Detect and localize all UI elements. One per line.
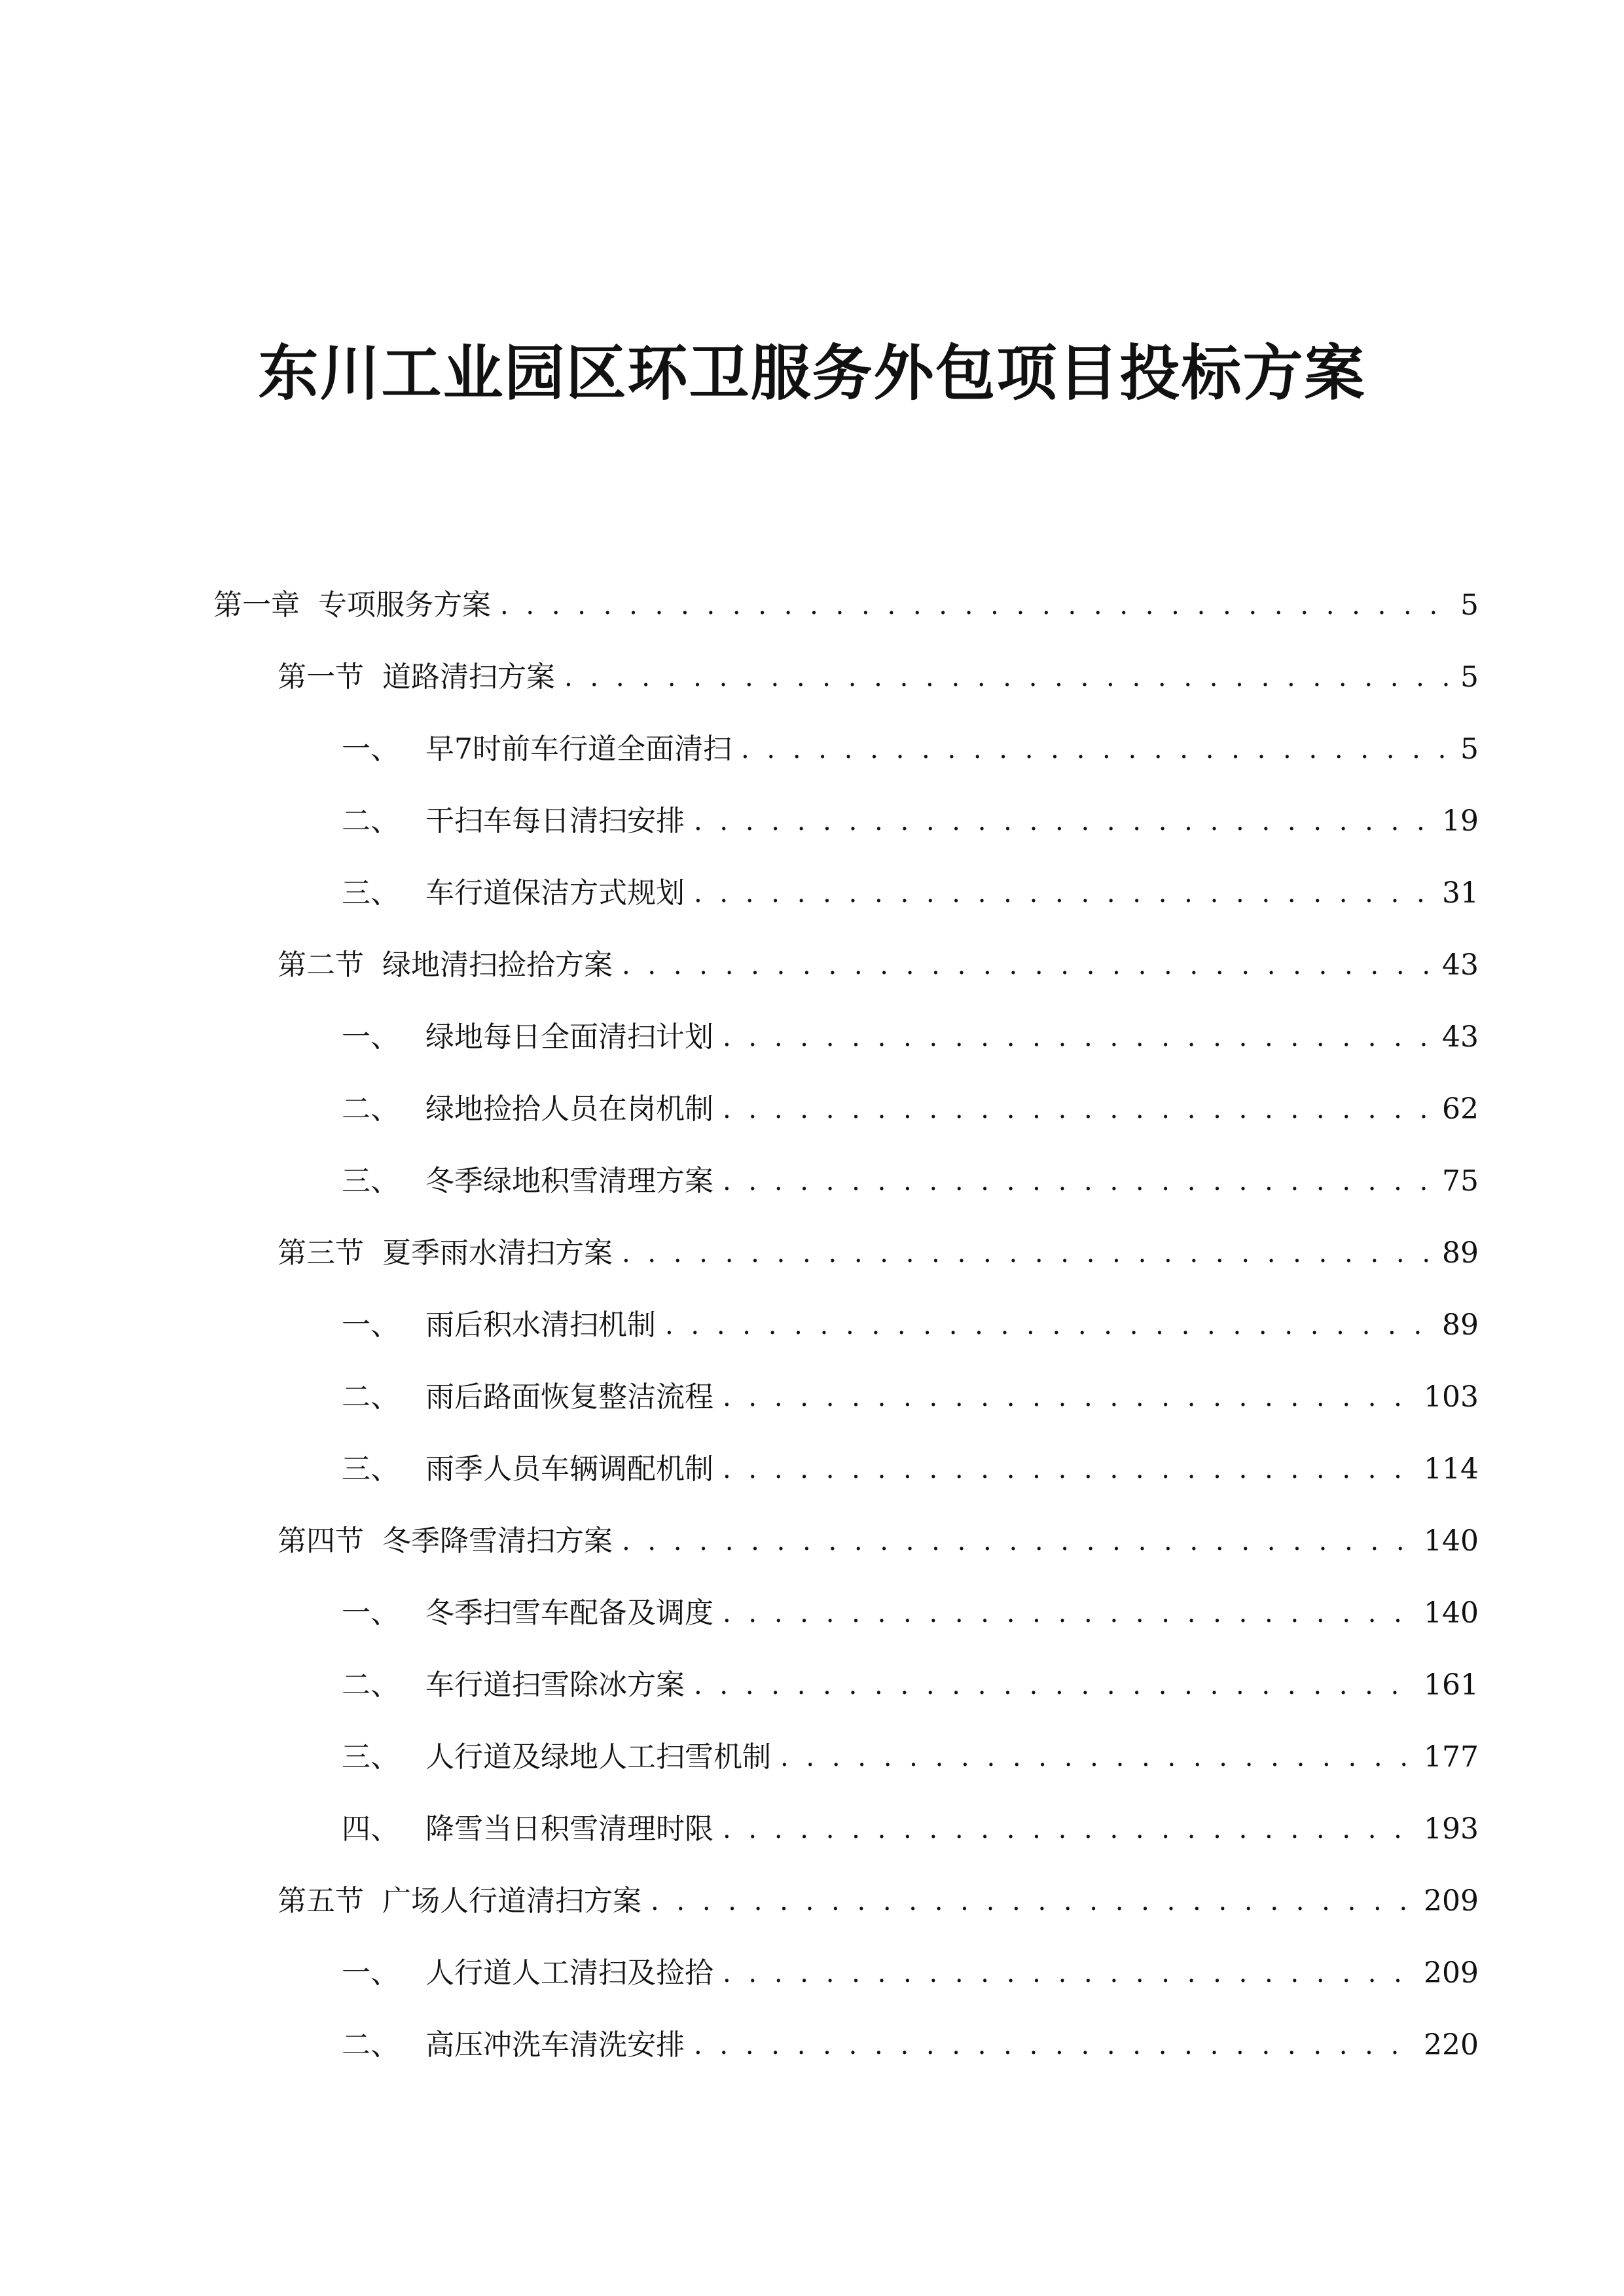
toc-entry-number: 四、 — [342, 1812, 399, 1846]
toc-entry-title: 专项服务方案 — [318, 588, 491, 622]
toc-entry[interactable] — [278, 1865, 1479, 1937]
toc-dot-leader — [723, 1090, 1433, 1129]
toc-page-number: 19 — [1442, 804, 1479, 838]
toc-entry-number: 三、 — [342, 1164, 399, 1198]
toc-entry-number: 二、 — [342, 1092, 399, 1126]
toc-entry-title: 绿地每日全面清扫计划 — [425, 1020, 713, 1054]
toc-entry[interactable] — [342, 1145, 1479, 1217]
toc-dot-leader — [780, 1738, 1415, 1777]
toc-entry-number: 第一节 — [278, 660, 364, 694]
toc-page-number: 62 — [1442, 1092, 1479, 1126]
toc-entry-number: 二、 — [342, 1668, 399, 1702]
toc-entry-number: 二、 — [342, 2028, 399, 2062]
toc-page-number: 209 — [1424, 1956, 1479, 1990]
toc-entry-title: 降雪当日积雪清理时限 — [425, 1812, 713, 1846]
toc-entry-number: 第二节 — [278, 948, 364, 982]
toc-page-number: 209 — [1424, 1884, 1479, 1918]
toc-dot-leader — [694, 802, 1433, 841]
toc-entry-title: 广场人行道清扫方案 — [382, 1884, 641, 1918]
toc-dot-leader — [622, 1234, 1433, 1273]
toc-entry-title: 人行道人工清扫及捡拾 — [425, 1956, 713, 1990]
toc-entry-number: 二、 — [342, 1380, 399, 1414]
toc-entry-number: 一、 — [342, 1956, 399, 1990]
toc-page-number: 43 — [1442, 948, 1479, 982]
toc-entry-title: 高压冲洗车清洗安排 — [425, 2028, 685, 2062]
toc-entry[interactable] — [342, 785, 1479, 857]
toc-page-number: 140 — [1424, 1596, 1479, 1630]
toc-entry[interactable] — [342, 2009, 1479, 2081]
toc-entry-title: 冬季绿地积雪清理方案 — [425, 1164, 713, 1198]
toc-entry-title: 干扫车每日清扫安排 — [425, 804, 685, 838]
toc-entry-number: 一、 — [342, 1020, 399, 1054]
toc-dot-leader — [723, 1378, 1415, 1417]
document-title: 东川工业园区环卫服务外包项目投标方案 — [258, 338, 1366, 408]
toc-entry-number: 二、 — [342, 804, 399, 838]
toc-entry[interactable] — [278, 929, 1479, 1001]
toc-dot-leader — [665, 1306, 1433, 1345]
toc-entry-title: 冬季扫雪车配备及调度 — [425, 1596, 713, 1630]
toc-dot-leader — [723, 1594, 1415, 1633]
toc-entry-title: 早7时前车行道全面清扫 — [425, 732, 732, 766]
toc-dot-leader — [723, 1162, 1433, 1201]
toc-page-number: 31 — [1442, 876, 1479, 910]
toc-dot-leader — [694, 874, 1433, 913]
toc-entry[interactable] — [342, 1433, 1479, 1505]
toc-page-number: 5 — [1460, 660, 1479, 694]
toc-entry-number: 三、 — [342, 1452, 399, 1486]
toc-entry-title: 绿地清扫捡拾方案 — [382, 948, 613, 982]
toc-entry-title: 车行道保洁方式规划 — [425, 876, 685, 910]
toc-page-number: 89 — [1442, 1236, 1479, 1270]
toc-page-number: 161 — [1424, 1668, 1479, 1702]
toc-dot-leader — [694, 2026, 1415, 2065]
toc-dot-leader — [723, 1954, 1415, 1993]
toc-entry[interactable] — [342, 1721, 1479, 1793]
toc-page-number: 5 — [1460, 732, 1479, 766]
toc-dot-leader — [564, 658, 1451, 697]
toc-entry-number: 第四节 — [278, 1524, 364, 1558]
toc-entry[interactable] — [342, 1937, 1479, 2009]
toc-entry-title: 冬季降雪清扫方案 — [382, 1524, 613, 1558]
toc-entry-title: 人行道及绿地人工扫雪机制 — [425, 1740, 771, 1774]
toc-entry-number: 第三节 — [278, 1236, 364, 1270]
toc-entry[interactable] — [342, 1649, 1479, 1721]
toc-dot-leader — [741, 730, 1451, 769]
toc-page-number: 43 — [1442, 1020, 1479, 1054]
toc-page-number: 193 — [1424, 1812, 1479, 1846]
toc-entry-title: 雨季人员车辆调配机制 — [425, 1452, 713, 1486]
toc-entry-number: 第五节 — [278, 1884, 364, 1918]
toc-entry-title: 车行道扫雪除冰方案 — [425, 1668, 685, 1702]
toc-dot-leader — [651, 1882, 1415, 1921]
toc-page-number: 140 — [1424, 1524, 1479, 1558]
toc-page-number: 103 — [1424, 1380, 1479, 1414]
toc-dot-leader — [723, 1450, 1415, 1489]
toc-entry-number: 第一章 — [213, 588, 300, 622]
toc-page-number: 114 — [1424, 1452, 1479, 1486]
toc-entry-title: 雨后路面恢复整洁流程 — [425, 1380, 713, 1414]
toc-page-number: 75 — [1442, 1164, 1479, 1198]
toc-dot-leader — [694, 1666, 1415, 1705]
toc-entry-number: 三、 — [342, 1740, 399, 1774]
toc-entry[interactable] — [213, 569, 1479, 641]
toc-entry[interactable] — [342, 1001, 1479, 1073]
toc-entry-title: 道路清扫方案 — [382, 660, 555, 694]
toc-entry[interactable] — [342, 857, 1479, 929]
toc-entry[interactable] — [342, 1577, 1479, 1649]
toc-entry-number: 一、 — [342, 1596, 399, 1630]
toc-entry-number: 三、 — [342, 876, 399, 910]
toc-entry[interactable] — [278, 1505, 1479, 1577]
toc-dot-leader — [622, 1522, 1415, 1561]
toc-page-number: 177 — [1424, 1740, 1479, 1774]
toc-entry[interactable] — [342, 1361, 1479, 1433]
toc-entry-number: 一、 — [342, 732, 399, 766]
toc-entry[interactable] — [278, 1217, 1479, 1289]
toc-entry-title: 绿地捡拾人员在岗机制 — [425, 1092, 713, 1126]
toc-page-number: 5 — [1460, 588, 1479, 622]
toc-dot-leader — [500, 586, 1451, 625]
toc-entry[interactable] — [278, 641, 1479, 713]
toc-entry-number: 一、 — [342, 1308, 399, 1342]
toc-page-number: 220 — [1424, 2028, 1479, 2062]
toc-entry-title: 夏季雨水清扫方案 — [382, 1236, 613, 1270]
toc-entry[interactable] — [342, 713, 1479, 785]
toc-entry[interactable] — [342, 1073, 1479, 1145]
toc-dot-leader — [723, 1810, 1415, 1849]
toc-page-number: 89 — [1442, 1308, 1479, 1342]
toc-dot-leader — [723, 1018, 1433, 1057]
toc-entry-title: 雨后积水清扫机制 — [425, 1308, 656, 1342]
toc-entry[interactable] — [342, 1793, 1479, 1865]
toc-entry[interactable] — [342, 1289, 1479, 1361]
toc-dot-leader — [622, 946, 1433, 985]
